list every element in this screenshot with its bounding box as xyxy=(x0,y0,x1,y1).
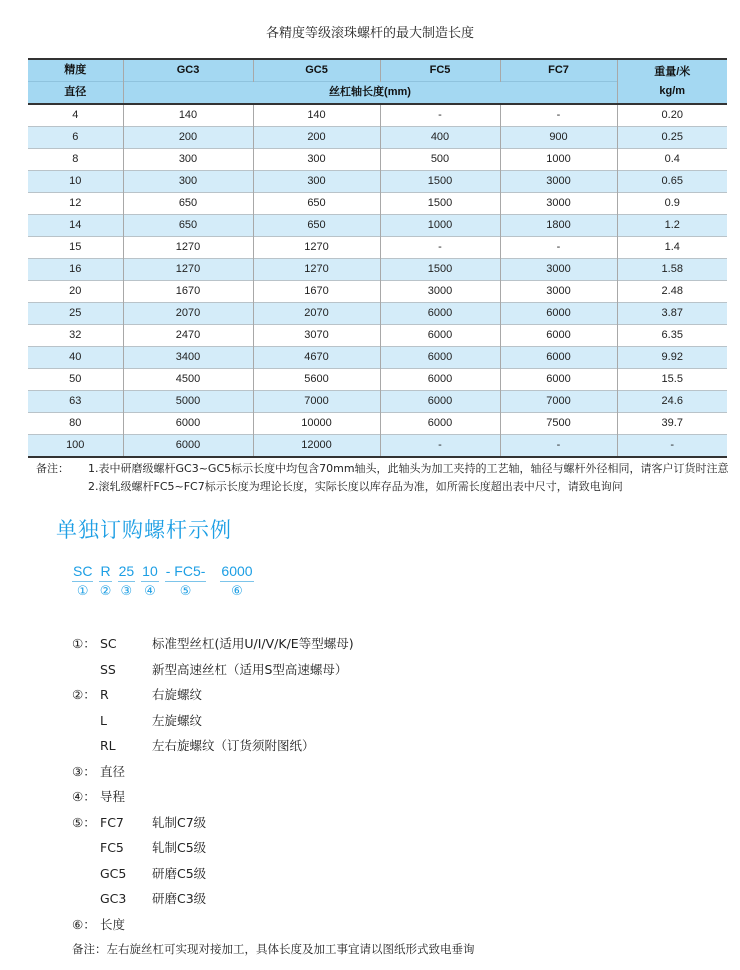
legend-item xyxy=(72,711,354,737)
legend-item xyxy=(72,736,354,762)
legend-item xyxy=(72,660,354,686)
legend-description: 左旋螺纹 xyxy=(152,712,203,728)
cell-gc5: 650 xyxy=(253,215,380,237)
header-precision: 精度 xyxy=(28,59,123,82)
cell-gc3: 200 xyxy=(123,127,253,149)
cell-gc3: 300 xyxy=(123,149,253,171)
table-row xyxy=(28,369,727,391)
code-segment-direction xyxy=(99,563,111,600)
legend-description: 标准型丝杠(适用U/I/V/K/E等型螺母) xyxy=(152,636,354,651)
header-gc3: GC3 xyxy=(123,59,253,82)
cell-diameter: 100 xyxy=(28,435,123,458)
cell-weight: 2.48 xyxy=(617,281,727,303)
cell-diameter: 40 xyxy=(28,347,123,369)
note-label: 备注： xyxy=(36,462,69,475)
legend-item xyxy=(72,634,354,660)
header-weight-line2: kg/m xyxy=(659,84,686,97)
code-part: SC xyxy=(72,563,93,582)
cell-fc7: 7500 xyxy=(500,413,617,435)
table-row xyxy=(28,149,727,171)
note-2: 2.滚轧级螺杆FC5~FC7标示长度为理论长度，实际长度以库存品为准，如所需长度超出表中尺寸，请致电询问 xyxy=(88,480,623,493)
cell-fc7: 7000 xyxy=(500,391,617,413)
cell-weight: - xyxy=(617,435,727,458)
legend-item xyxy=(72,762,354,788)
cell-diameter: 14 xyxy=(28,215,123,237)
cell-weight: 39.7 xyxy=(617,413,727,435)
table-row xyxy=(28,127,727,149)
cell-diameter: 80 xyxy=(28,413,123,435)
cell-fc7: 3000 xyxy=(500,171,617,193)
header-length: 丝杠轴长度(mm) xyxy=(123,82,617,105)
cell-weight: 24.6 xyxy=(617,391,727,413)
header-gc5: GC5 xyxy=(253,59,380,82)
legend-marker: ①： xyxy=(72,636,96,651)
cell-diameter: 50 xyxy=(28,369,123,391)
note-1: 1.表中研磨级螺杆GC3~GC5标示长度中均包含70mm轴头，此轴头为加工夹持的工艺轴，轴径与螺杆外径相同，请客户订货时注意 xyxy=(88,462,729,475)
code-part: 10 xyxy=(141,563,159,582)
table-row xyxy=(28,391,727,413)
cell-fc7: 900 xyxy=(500,127,617,149)
cell-gc3: 1670 xyxy=(123,281,253,303)
cell-fc5: 6000 xyxy=(380,369,500,391)
cell-gc5: 3070 xyxy=(253,325,380,347)
cell-gc3: 650 xyxy=(123,193,253,215)
code-segment-diameter xyxy=(118,563,136,600)
cell-gc3: 2070 xyxy=(123,303,253,325)
cell-fc7: 3000 xyxy=(500,259,617,281)
code-number: ⑥ xyxy=(231,583,243,598)
legend-item xyxy=(72,889,354,915)
cell-diameter: 6 xyxy=(28,127,123,149)
cell-weight: 15.5 xyxy=(617,369,727,391)
legend-description: 左右旋螺纹（订货须附图纸） xyxy=(152,738,315,753)
cell-weight: 1.2 xyxy=(617,215,727,237)
cell-fc5: - xyxy=(380,435,500,458)
code-segment-lead xyxy=(141,563,159,600)
cell-fc5: 1500 xyxy=(380,193,500,215)
cell-fc7: 3000 xyxy=(500,281,617,303)
table-notes xyxy=(36,460,729,496)
cell-diameter: 15 xyxy=(28,237,123,259)
table-row xyxy=(28,347,727,369)
cell-gc3: 5000 xyxy=(123,391,253,413)
cell-fc7: 1800 xyxy=(500,215,617,237)
cell-gc5: 1270 xyxy=(253,259,380,281)
legend-marker: ⑥： xyxy=(72,916,96,932)
code-number: ⑤ xyxy=(179,583,192,598)
cell-gc5: 300 xyxy=(253,171,380,193)
cell-fc7: 6000 xyxy=(500,303,617,325)
note-row-2 xyxy=(36,478,729,496)
code-part: 6000 xyxy=(220,563,253,582)
cell-gc5: 1670 xyxy=(253,281,380,303)
cell-fc5: 1500 xyxy=(380,171,500,193)
legend-key: FC5 xyxy=(100,840,124,855)
cell-weight: 0.65 xyxy=(617,171,727,193)
legend-description: 研磨C5级 xyxy=(152,865,207,881)
table-row xyxy=(28,215,727,237)
cell-fc7: - xyxy=(500,237,617,259)
cell-weight: 9.92 xyxy=(617,347,727,369)
code-segment-length xyxy=(220,563,253,600)
legend-key: 直径 xyxy=(100,763,126,779)
cell-gc5: 1270 xyxy=(253,237,380,259)
table-title: 各精度等级滚珠螺杆的最大制造长度 xyxy=(265,26,474,41)
cell-fc5: 3000 xyxy=(380,281,500,303)
code-part: R xyxy=(99,563,111,582)
legend-description: 轧制C5级 xyxy=(152,840,207,855)
cell-fc5: 1500 xyxy=(380,259,500,281)
legend-key: SS xyxy=(100,661,116,677)
cell-gc5: 5600 xyxy=(253,369,380,391)
cell-diameter: 8 xyxy=(28,149,123,171)
legend-marker: ④： xyxy=(72,789,96,804)
cell-gc5: 650 xyxy=(253,193,380,215)
cell-fc7: 6000 xyxy=(500,347,617,369)
cell-diameter: 63 xyxy=(28,391,123,413)
cell-fc7: - xyxy=(500,104,617,127)
legend-description: 新型高速丝杠（适用S型高速螺母） xyxy=(152,661,348,677)
cell-fc5: 1000 xyxy=(380,215,500,237)
cell-gc5: 2070 xyxy=(253,303,380,325)
code-number: ① xyxy=(76,583,89,598)
table-row xyxy=(28,281,727,303)
cell-gc5: 12000 xyxy=(253,435,380,458)
table-row xyxy=(28,435,727,458)
table-row xyxy=(28,104,727,127)
cell-gc5: 300 xyxy=(253,149,380,171)
legend-key: GC3 xyxy=(100,891,127,906)
cell-gc3: 6000 xyxy=(123,435,253,458)
legend-key: 长度 xyxy=(100,916,126,932)
code-number: ④ xyxy=(144,583,156,598)
code-segment-series xyxy=(72,563,93,600)
legend-key: GC5 xyxy=(100,865,127,881)
cell-gc3: 650 xyxy=(123,215,253,237)
code-number: ③ xyxy=(120,583,133,598)
table-row xyxy=(28,193,727,215)
cell-fc5: - xyxy=(380,104,500,127)
legend-marker: ⑤： xyxy=(72,814,96,830)
cell-fc5: 6000 xyxy=(380,347,500,369)
code-part: - FC5- xyxy=(165,563,207,582)
cell-gc5: 7000 xyxy=(253,391,380,413)
cell-weight: 0.9 xyxy=(617,193,727,215)
table-body xyxy=(28,104,727,457)
cell-gc3: 6000 xyxy=(123,413,253,435)
header-diameter: 直径 xyxy=(28,82,123,105)
legend-item xyxy=(72,915,354,941)
legend-item xyxy=(72,685,354,711)
table-row xyxy=(28,237,727,259)
table-row xyxy=(28,413,727,435)
cell-weight: 0.25 xyxy=(617,127,727,149)
cell-weight: 1.4 xyxy=(617,237,727,259)
legend-key: R xyxy=(100,687,109,702)
note-row-1 xyxy=(36,460,729,478)
cell-gc3: 300 xyxy=(123,171,253,193)
cell-fc7: - xyxy=(500,435,617,458)
cell-gc5: 140 xyxy=(253,104,380,127)
cell-diameter: 12 xyxy=(28,193,123,215)
cell-fc5: - xyxy=(380,237,500,259)
code-legend xyxy=(72,634,354,940)
cell-gc5: 200 xyxy=(253,127,380,149)
order-code xyxy=(72,563,254,600)
cell-diameter: 25 xyxy=(28,303,123,325)
code-part: 25 xyxy=(118,563,136,582)
legend-key: SC xyxy=(100,636,117,651)
legend-marker: ②： xyxy=(72,687,96,702)
cell-diameter: 16 xyxy=(28,259,123,281)
cell-fc7: 6000 xyxy=(500,369,617,391)
header-weight xyxy=(617,59,727,104)
header-row-grades xyxy=(28,59,727,82)
cell-weight: 1.58 xyxy=(617,259,727,281)
code-segment-grade xyxy=(165,563,207,600)
legend-key: 导程 xyxy=(100,789,126,804)
header-fc5: FC5 xyxy=(380,59,500,82)
cell-gc3: 1270 xyxy=(123,259,253,281)
cell-fc7: 3000 xyxy=(500,193,617,215)
cell-weight: 0.20 xyxy=(617,104,727,127)
cell-weight: 6.35 xyxy=(617,325,727,347)
cell-diameter: 32 xyxy=(28,325,123,347)
cell-gc3: 140 xyxy=(123,104,253,127)
table-row xyxy=(28,171,727,193)
legend-description: 研磨C3级 xyxy=(152,891,207,906)
legend-item xyxy=(72,864,354,890)
cell-gc5: 4670 xyxy=(253,347,380,369)
legend-key: L xyxy=(100,712,107,728)
legend-item xyxy=(72,787,354,813)
header-weight-line1: 重量/米 xyxy=(654,65,691,78)
cell-fc5: 400 xyxy=(380,127,500,149)
cell-fc5: 6000 xyxy=(380,391,500,413)
cell-fc7: 1000 xyxy=(500,149,617,171)
cell-diameter: 10 xyxy=(28,171,123,193)
cell-fc5: 6000 xyxy=(380,413,500,435)
cell-gc5: 10000 xyxy=(253,413,380,435)
cell-fc5: 6000 xyxy=(380,303,500,325)
cell-weight: 0.4 xyxy=(617,149,727,171)
cell-gc3: 1270 xyxy=(123,237,253,259)
legend-key: FC7 xyxy=(100,814,124,830)
order-example-heading: 单独订购螺杆示例 xyxy=(56,518,232,542)
cell-diameter: 4 xyxy=(28,104,123,127)
cell-gc3: 3400 xyxy=(123,347,253,369)
footnote: 备注：左右旋丝杠可实现对接加工，具体长度及加工事宜请以图纸形式致电垂询 xyxy=(72,942,475,956)
cell-fc7: 6000 xyxy=(500,325,617,347)
table-row xyxy=(28,303,727,325)
cell-weight: 3.87 xyxy=(617,303,727,325)
cell-gc3: 4500 xyxy=(123,369,253,391)
max-length-table xyxy=(28,58,727,458)
header-fc7: FC7 xyxy=(500,59,617,82)
legend-item xyxy=(72,838,354,864)
legend-item xyxy=(72,813,354,839)
cell-fc5: 500 xyxy=(380,149,500,171)
table-row xyxy=(28,259,727,281)
legend-key: RL xyxy=(100,738,116,753)
code-number: ② xyxy=(99,583,112,598)
cell-fc5: 6000 xyxy=(380,325,500,347)
legend-description: 右旋螺纹 xyxy=(152,687,203,702)
legend-description: 轧制C7级 xyxy=(152,814,207,830)
table-row xyxy=(28,325,727,347)
cell-diameter: 20 xyxy=(28,281,123,303)
cell-gc3: 2470 xyxy=(123,325,253,347)
legend-marker: ③： xyxy=(72,763,96,779)
